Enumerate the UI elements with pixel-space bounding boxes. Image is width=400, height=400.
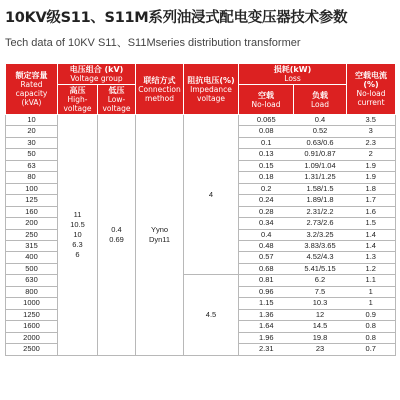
cell-load-loss: 1.89/1.8 bbox=[294, 195, 347, 206]
cell-load-loss: 0.91/0.87 bbox=[294, 149, 347, 160]
cell-noload-current: 1.9 bbox=[347, 172, 396, 183]
cell-impedance-4-5: 4.5 bbox=[184, 275, 239, 355]
cell-capacity: 1600 bbox=[6, 321, 58, 332]
cell-noload-current: 1 bbox=[347, 286, 396, 297]
header-loss bbox=[239, 64, 347, 85]
cell-load-loss: 3.2/3.25 bbox=[294, 229, 347, 240]
cell-impedance-4: 4 bbox=[184, 115, 239, 275]
cell-capacity: 630 bbox=[6, 275, 58, 286]
cell-noload-loss: 0.81 bbox=[239, 275, 294, 286]
cell-noload-current: 1.6 bbox=[347, 206, 396, 217]
cell-load-loss: 23 bbox=[294, 344, 347, 355]
cell-load-loss: 5.41/5.15 bbox=[294, 263, 347, 274]
cell-capacity: 63 bbox=[6, 160, 58, 171]
cell-load-loss: 4.52/4.3 bbox=[294, 252, 347, 263]
cell-noload-loss: 0.34 bbox=[239, 218, 294, 229]
header-impedance-cn: 阻抗电压(%) bbox=[187, 75, 235, 85]
cell-load-loss: 6.2 bbox=[294, 275, 347, 286]
cell-noload-loss: 0.2 bbox=[239, 183, 294, 194]
cell-noload-current: 1 bbox=[347, 298, 396, 309]
cell-load-loss: 10.3 bbox=[294, 298, 347, 309]
cell-noload-loss: 1.15 bbox=[239, 298, 294, 309]
cell-noload-current: 0.9 bbox=[347, 309, 396, 320]
cell-noload-loss: 0.15 bbox=[239, 160, 294, 171]
cell-high-voltage-line: 6 bbox=[75, 249, 80, 259]
cell-capacity: 250 bbox=[6, 229, 58, 240]
cell-noload-current: 1.2 bbox=[347, 263, 396, 274]
table-row bbox=[6, 115, 396, 126]
cell-noload-current: 1.7 bbox=[347, 195, 396, 206]
cell-noload-loss: 0.1 bbox=[239, 137, 294, 148]
cell-low-voltage-line: 0.4 bbox=[111, 224, 122, 234]
cell-noload-loss: 0.4 bbox=[239, 229, 294, 240]
cell-low-voltage-line: 0.69 bbox=[109, 234, 124, 244]
header-connection-en: Connection method bbox=[138, 84, 181, 103]
cell-noload-loss: 0.18 bbox=[239, 172, 294, 183]
cell-capacity: 500 bbox=[6, 263, 58, 274]
cell-connection-line: Yyno bbox=[150, 224, 169, 234]
cell-noload-current: 0.8 bbox=[347, 332, 396, 343]
cell-capacity: 20 bbox=[6, 126, 58, 137]
cell-noload-current: 1.9 bbox=[347, 160, 396, 171]
cell-noload-loss: 0.08 bbox=[239, 126, 294, 137]
cell-load-loss: 1.58/1.5 bbox=[294, 183, 347, 194]
cell-capacity: 800 bbox=[6, 286, 58, 297]
cell-load-loss: 1.09/1.04 bbox=[294, 160, 347, 171]
cell-connection-line: Dyn11 bbox=[148, 234, 171, 244]
header-noload-current-cn: 空载电流(%) bbox=[355, 71, 388, 89]
header-connection bbox=[136, 64, 184, 115]
cell-noload-current: 1.1 bbox=[347, 275, 396, 286]
cell-load-loss: 14.5 bbox=[294, 321, 347, 332]
cell-load-loss: 0.63/0.6 bbox=[294, 137, 347, 148]
cell-high-voltage-line: 11 bbox=[73, 209, 82, 219]
cell-load-loss: 2.73/2.6 bbox=[294, 218, 347, 229]
cell-noload-current: 3 bbox=[347, 126, 396, 137]
header-low-voltage bbox=[98, 85, 136, 115]
cell-capacity: 160 bbox=[6, 206, 58, 217]
title-en: Tech data of 10KV S11、S11Mseries distribution transformer bbox=[5, 37, 301, 49]
header-capacity-cn: 额定容量 bbox=[15, 71, 48, 80]
header-loss-en: Loss bbox=[284, 74, 301, 83]
cell-noload-current: 1.5 bbox=[347, 218, 396, 229]
header-voltage-group bbox=[58, 64, 136, 85]
cell-capacity: 80 bbox=[6, 172, 58, 183]
header-high-voltage-en: High-voltage bbox=[63, 95, 92, 113]
cell-load-loss: 0.4 bbox=[294, 115, 347, 126]
cell-noload-loss: 0.24 bbox=[239, 195, 294, 206]
cell-high-voltage-line: 10 bbox=[73, 229, 82, 239]
header-impedance bbox=[184, 64, 239, 115]
header-low-voltage-cn: 低压 bbox=[108, 86, 125, 95]
cell-noload-current: 2 bbox=[347, 149, 396, 160]
cell-load-loss: 0.52 bbox=[294, 126, 347, 137]
header-high-voltage bbox=[58, 85, 98, 115]
cell-low-voltage bbox=[98, 115, 136, 356]
cell-capacity: 125 bbox=[6, 195, 58, 206]
header-noload bbox=[239, 85, 294, 115]
cell-capacity: 200 bbox=[6, 218, 58, 229]
cell-capacity: 2500 bbox=[6, 344, 58, 355]
header-impedance-en: Impedance voltage bbox=[190, 84, 232, 103]
header-loss-cn: 损耗(kW) bbox=[273, 65, 312, 74]
spec-table bbox=[5, 63, 396, 356]
spec-table-wrapper bbox=[5, 63, 395, 356]
cell-noload-loss: 2.31 bbox=[239, 344, 294, 355]
cell-noload-loss: 0.57 bbox=[239, 252, 294, 263]
title-cn: 10KV级S11、S11M系列油浸式配电变压器技术参数 bbox=[5, 10, 348, 26]
cell-noload-loss: 0.68 bbox=[239, 263, 294, 274]
header-low-voltage-en: Low-voltage bbox=[102, 95, 131, 113]
cell-noload-current: 1.8 bbox=[347, 183, 396, 194]
cell-load-loss: 7.5 bbox=[294, 286, 347, 297]
header-high-voltage-cn: 高压 bbox=[69, 86, 86, 95]
header-load-cn: 负载 bbox=[312, 90, 329, 100]
spec-table-body bbox=[6, 115, 396, 356]
cell-capacity: 100 bbox=[6, 183, 58, 194]
cell-load-loss: 19.8 bbox=[294, 332, 347, 343]
header-capacity-en: Rated capacity (kVA) bbox=[15, 80, 48, 107]
cell-load-loss: 1.31/1.25 bbox=[294, 172, 347, 183]
header-noload-cn: 空载 bbox=[258, 90, 275, 100]
header-capacity bbox=[6, 64, 58, 115]
cell-capacity: 315 bbox=[6, 240, 58, 251]
cell-noload-current: 2.3 bbox=[347, 137, 396, 148]
cell-noload-loss: 0.48 bbox=[239, 240, 294, 251]
header-voltage-group-cn: 电压组合 (kV) bbox=[69, 65, 124, 74]
cell-noload-current: 0.7 bbox=[347, 344, 396, 355]
cell-high-voltage-line: 6.3 bbox=[72, 239, 83, 249]
cell-capacity: 30 bbox=[6, 137, 58, 148]
cell-noload-current: 1.4 bbox=[347, 240, 396, 251]
cell-noload-loss: 0.28 bbox=[239, 206, 294, 217]
cell-noload-current: 3.5 bbox=[347, 115, 396, 126]
cell-capacity: 400 bbox=[6, 252, 58, 263]
cell-noload-loss: 1.36 bbox=[239, 309, 294, 320]
cell-load-loss: 3.83/3.65 bbox=[294, 240, 347, 251]
cell-load-loss: 2.31/2.2 bbox=[294, 206, 347, 217]
header-load-en: Load bbox=[311, 99, 330, 109]
cell-capacity: 2000 bbox=[6, 332, 58, 343]
cell-capacity: 1000 bbox=[6, 298, 58, 309]
cell-capacity: 50 bbox=[6, 149, 58, 160]
cell-noload-loss: 0.065 bbox=[239, 115, 294, 126]
cell-noload-current: 1.4 bbox=[347, 229, 396, 240]
cell-noload-loss: 1.64 bbox=[239, 321, 294, 332]
cell-connection bbox=[136, 115, 184, 356]
header-voltage-group-en: Voltage group bbox=[70, 74, 123, 83]
cell-capacity: 10 bbox=[6, 115, 58, 126]
header-noload-current bbox=[347, 64, 396, 115]
cell-noload-loss: 1.96 bbox=[239, 332, 294, 343]
cell-noload-current: 1.3 bbox=[347, 252, 396, 263]
cell-high-voltage-line: 10.5 bbox=[70, 219, 85, 229]
cell-noload-loss: 0.13 bbox=[239, 149, 294, 160]
header-noload-en: No-load bbox=[251, 99, 281, 109]
cell-load-loss: 12 bbox=[294, 309, 347, 320]
cell-high-voltage bbox=[58, 115, 98, 356]
cell-capacity: 1250 bbox=[6, 309, 58, 320]
header-load bbox=[294, 85, 347, 115]
cell-noload-current: 0.8 bbox=[347, 321, 396, 332]
cell-noload-loss: 0.96 bbox=[239, 286, 294, 297]
header-noload-current-en: No-load current bbox=[356, 89, 386, 107]
header-connection-cn: 联结方式 bbox=[143, 75, 176, 85]
